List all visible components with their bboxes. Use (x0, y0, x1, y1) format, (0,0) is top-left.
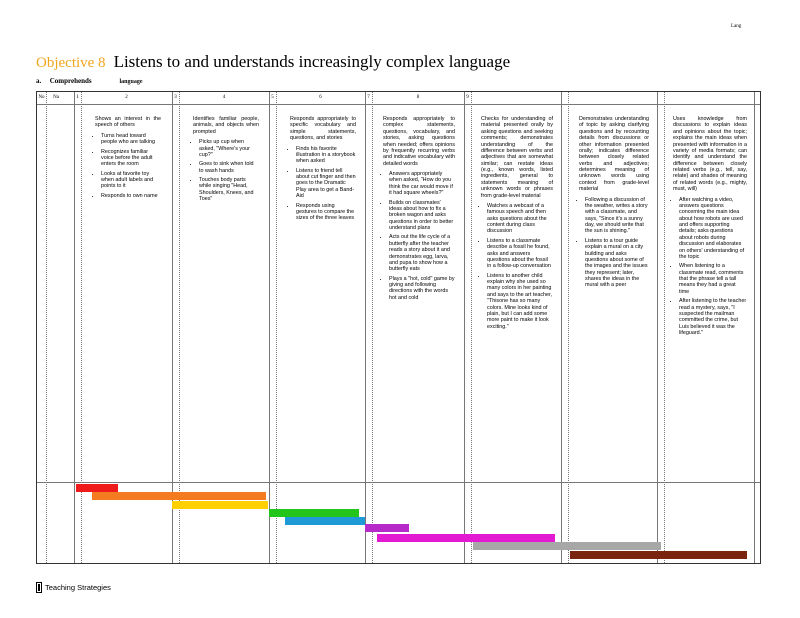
brand-name: Teaching Strategies (45, 583, 111, 592)
column-rule (464, 92, 465, 563)
objective-title-row (36, 52, 510, 72)
indicator-column-3 (290, 116, 356, 225)
color-band-blue (285, 517, 365, 525)
header-level-3: 3 (174, 95, 177, 100)
example-item: • Turns head toward people who are talking (101, 133, 161, 146)
column-rule (81, 92, 82, 563)
column-rule (269, 92, 270, 563)
color-band-gray (473, 542, 661, 550)
indicator-intro: Checks for understanding of material presented orally by asking questions and seeking comments; demonstrates understanding of the difference between verbs and adjectives that are somewhat similar; can restate ideas (e.g., known words, listed ingredients, general to statements meaning of unknown words or phrases from grade-level material (481, 116, 553, 199)
column-rule (657, 92, 658, 563)
header-level-9: 9 (466, 95, 469, 100)
column-rule (372, 92, 373, 563)
header-not-yet: No (38, 95, 45, 100)
color-band-magenta (377, 534, 555, 542)
example-item: • Finds his favorite illustration in a storybook when asked (296, 146, 356, 165)
indicator-intro: Uses knowledge from discussions to explain ideas and opinions about the topic; explains the main ideas when presented with information in a variety of media formats; can identify and understand the difference between closely related verbs (e.g., tell, say, relate) and shades of meaning of related words (e.g., mighty, must, will) (673, 116, 747, 193)
color-band-purple (365, 524, 409, 532)
example-item: • When listening to a classmate read, comments that the phrase tell a tall means they had a great time (679, 263, 747, 295)
dimension-name: Comprehends (49, 77, 92, 85)
color-band-green (269, 509, 359, 517)
indicator-column-5 (481, 116, 553, 333)
example-item: • Plays a "hot, cold" game by giving and following directions with the words hot and cold (389, 276, 455, 302)
example-item: • Listens to a classmate describe a fossil he found, asks and answers questions about the fossil in a follow-up conversation (487, 238, 553, 270)
header-level-2: 2 (125, 95, 128, 100)
band-divider (37, 482, 760, 483)
progression-table (36, 91, 761, 564)
header-level-1: 1 (76, 95, 79, 100)
example-item: • Watches a webcast of a famous speech and then asks questions about the content during class discussion (487, 203, 553, 235)
example-list (579, 197, 649, 289)
column-rule (664, 92, 665, 563)
header-level-4: 4 (222, 95, 226, 100)
column-rule (46, 92, 47, 563)
page-label: Lang (731, 24, 742, 29)
color-band-red (76, 484, 118, 492)
dimension-row (36, 77, 143, 85)
indicator-column-1 (95, 116, 161, 202)
column-rule (471, 92, 472, 563)
color-band-orange (172, 492, 266, 500)
example-item: • Goes to sink when told to wash hands (199, 161, 259, 174)
dimension-tail: language (119, 79, 143, 85)
header-level-5: 5 (271, 95, 274, 100)
color-band-orange (92, 492, 172, 500)
indicator-intro: Demonstrates understanding of topic by asking clarifying questions and by recounting details from discussions or other information presented orally; indicates difference between closely related verbs and adjectives; determines meaning of unknown words using context from grade-level material (579, 116, 649, 193)
dimension-letter: a. (36, 77, 42, 85)
column-rule (74, 92, 75, 563)
example-item: • After watching a video, answers questions concerning the main idea about how robots are used and offers supporting details; asks questions about robots during discussion and elaborates on others' understanding of the topic (679, 197, 747, 261)
example-item: • Following a discussion of the weather, writes a story with a classmate, and says, "Since it's a sunny day, we should write that the sun is shining." (585, 197, 649, 235)
header-level-6: 6 (319, 95, 322, 100)
example-item: • Listens to another child explain why she used so many colors in her painting and says to the art teacher, "Thisone has so many colors. Mine looks kind of plain, but I can add some more paint to make it look exciting." (487, 273, 553, 330)
indicator-column-7 (673, 116, 747, 339)
indicator-column-4 (383, 116, 455, 304)
example-item: • Looks at favorite toy when adult labels and points to it (101, 171, 161, 190)
indicator-column-2 (193, 116, 259, 206)
example-list (383, 171, 455, 301)
header-level-7: 7 (367, 95, 370, 100)
example-list (673, 197, 747, 337)
footer-logo (36, 582, 111, 593)
header-divider (37, 104, 760, 105)
indicator-intro: Identifies familiar people, animals, and objects when prompted (193, 116, 259, 135)
indicator-intro: Responds appropriately to complex statements, questions, vocabulary, and stories, asking questions when needed; offers opinions by frequently recurring verbs and indicative vocabulary with detailed words (383, 116, 455, 167)
column-rule (365, 92, 366, 563)
example-item: • Listens to a tour guide explain a mural on a city building and asks questions about some of the images and the issues they represent; later, shares the ideas in the mural with a peer (585, 238, 649, 289)
column-rule (754, 92, 755, 563)
example-item: • Answers appropriately when asked, "How do you think the car would move if it had square wheels?" (389, 171, 455, 197)
example-list (193, 139, 259, 202)
indicator-intro: Responds appropriately to specific vocabulary and simple statements, questions, and stories (290, 116, 356, 142)
example-list (290, 146, 356, 222)
column-rule (568, 92, 569, 563)
example-item: • Recognizes familiar voice before the adult enters the room (101, 149, 161, 168)
example-item: • Builds on classmates' ideas about how to fix a broken wagon and asks questions in order to better understand plans (389, 200, 455, 232)
example-item: • Responds using gestures to compare the sizes of the three leaves (296, 203, 356, 222)
color-band-brown (570, 551, 747, 559)
brand-logo-icon (36, 582, 42, 593)
objective-title: Listens to and understands increasingly complex language (113, 52, 511, 71)
indicator-column-6 (579, 116, 649, 292)
example-item: • Listens to friend tell about cut finger and then goes to the Dramatic Play area to get a Band-Aid (296, 168, 356, 200)
header-not-observed: Na (53, 95, 59, 100)
color-band-yellow (172, 501, 268, 509)
objective-number: Objective 8 (36, 55, 106, 71)
example-item: • Touches body parts while singing "Head, Shoulders, Knees, and Toes" (199, 177, 259, 203)
indicator-intro: Shows an interest in the speech of others (95, 116, 161, 129)
example-list (481, 203, 553, 330)
column-rule (561, 92, 562, 563)
example-item: • Picks up cup when asked, "Where's your cup?" (199, 139, 259, 158)
column-rule (276, 92, 277, 563)
example-item: • Responds to own name (101, 193, 161, 199)
example-item: • After listening to the teacher read a mystery, says, "I suspected the mailman committed the crime, but Luis believed it was the lifeguard." (679, 298, 747, 336)
header-level-8: 8 (416, 95, 420, 100)
example-item: • Acts out the life cycle of a butterfly after the teacher reads a story about it and demonstrates egg, larva, and pupa to show how a butterfly eats (389, 234, 455, 272)
example-list (95, 133, 161, 199)
